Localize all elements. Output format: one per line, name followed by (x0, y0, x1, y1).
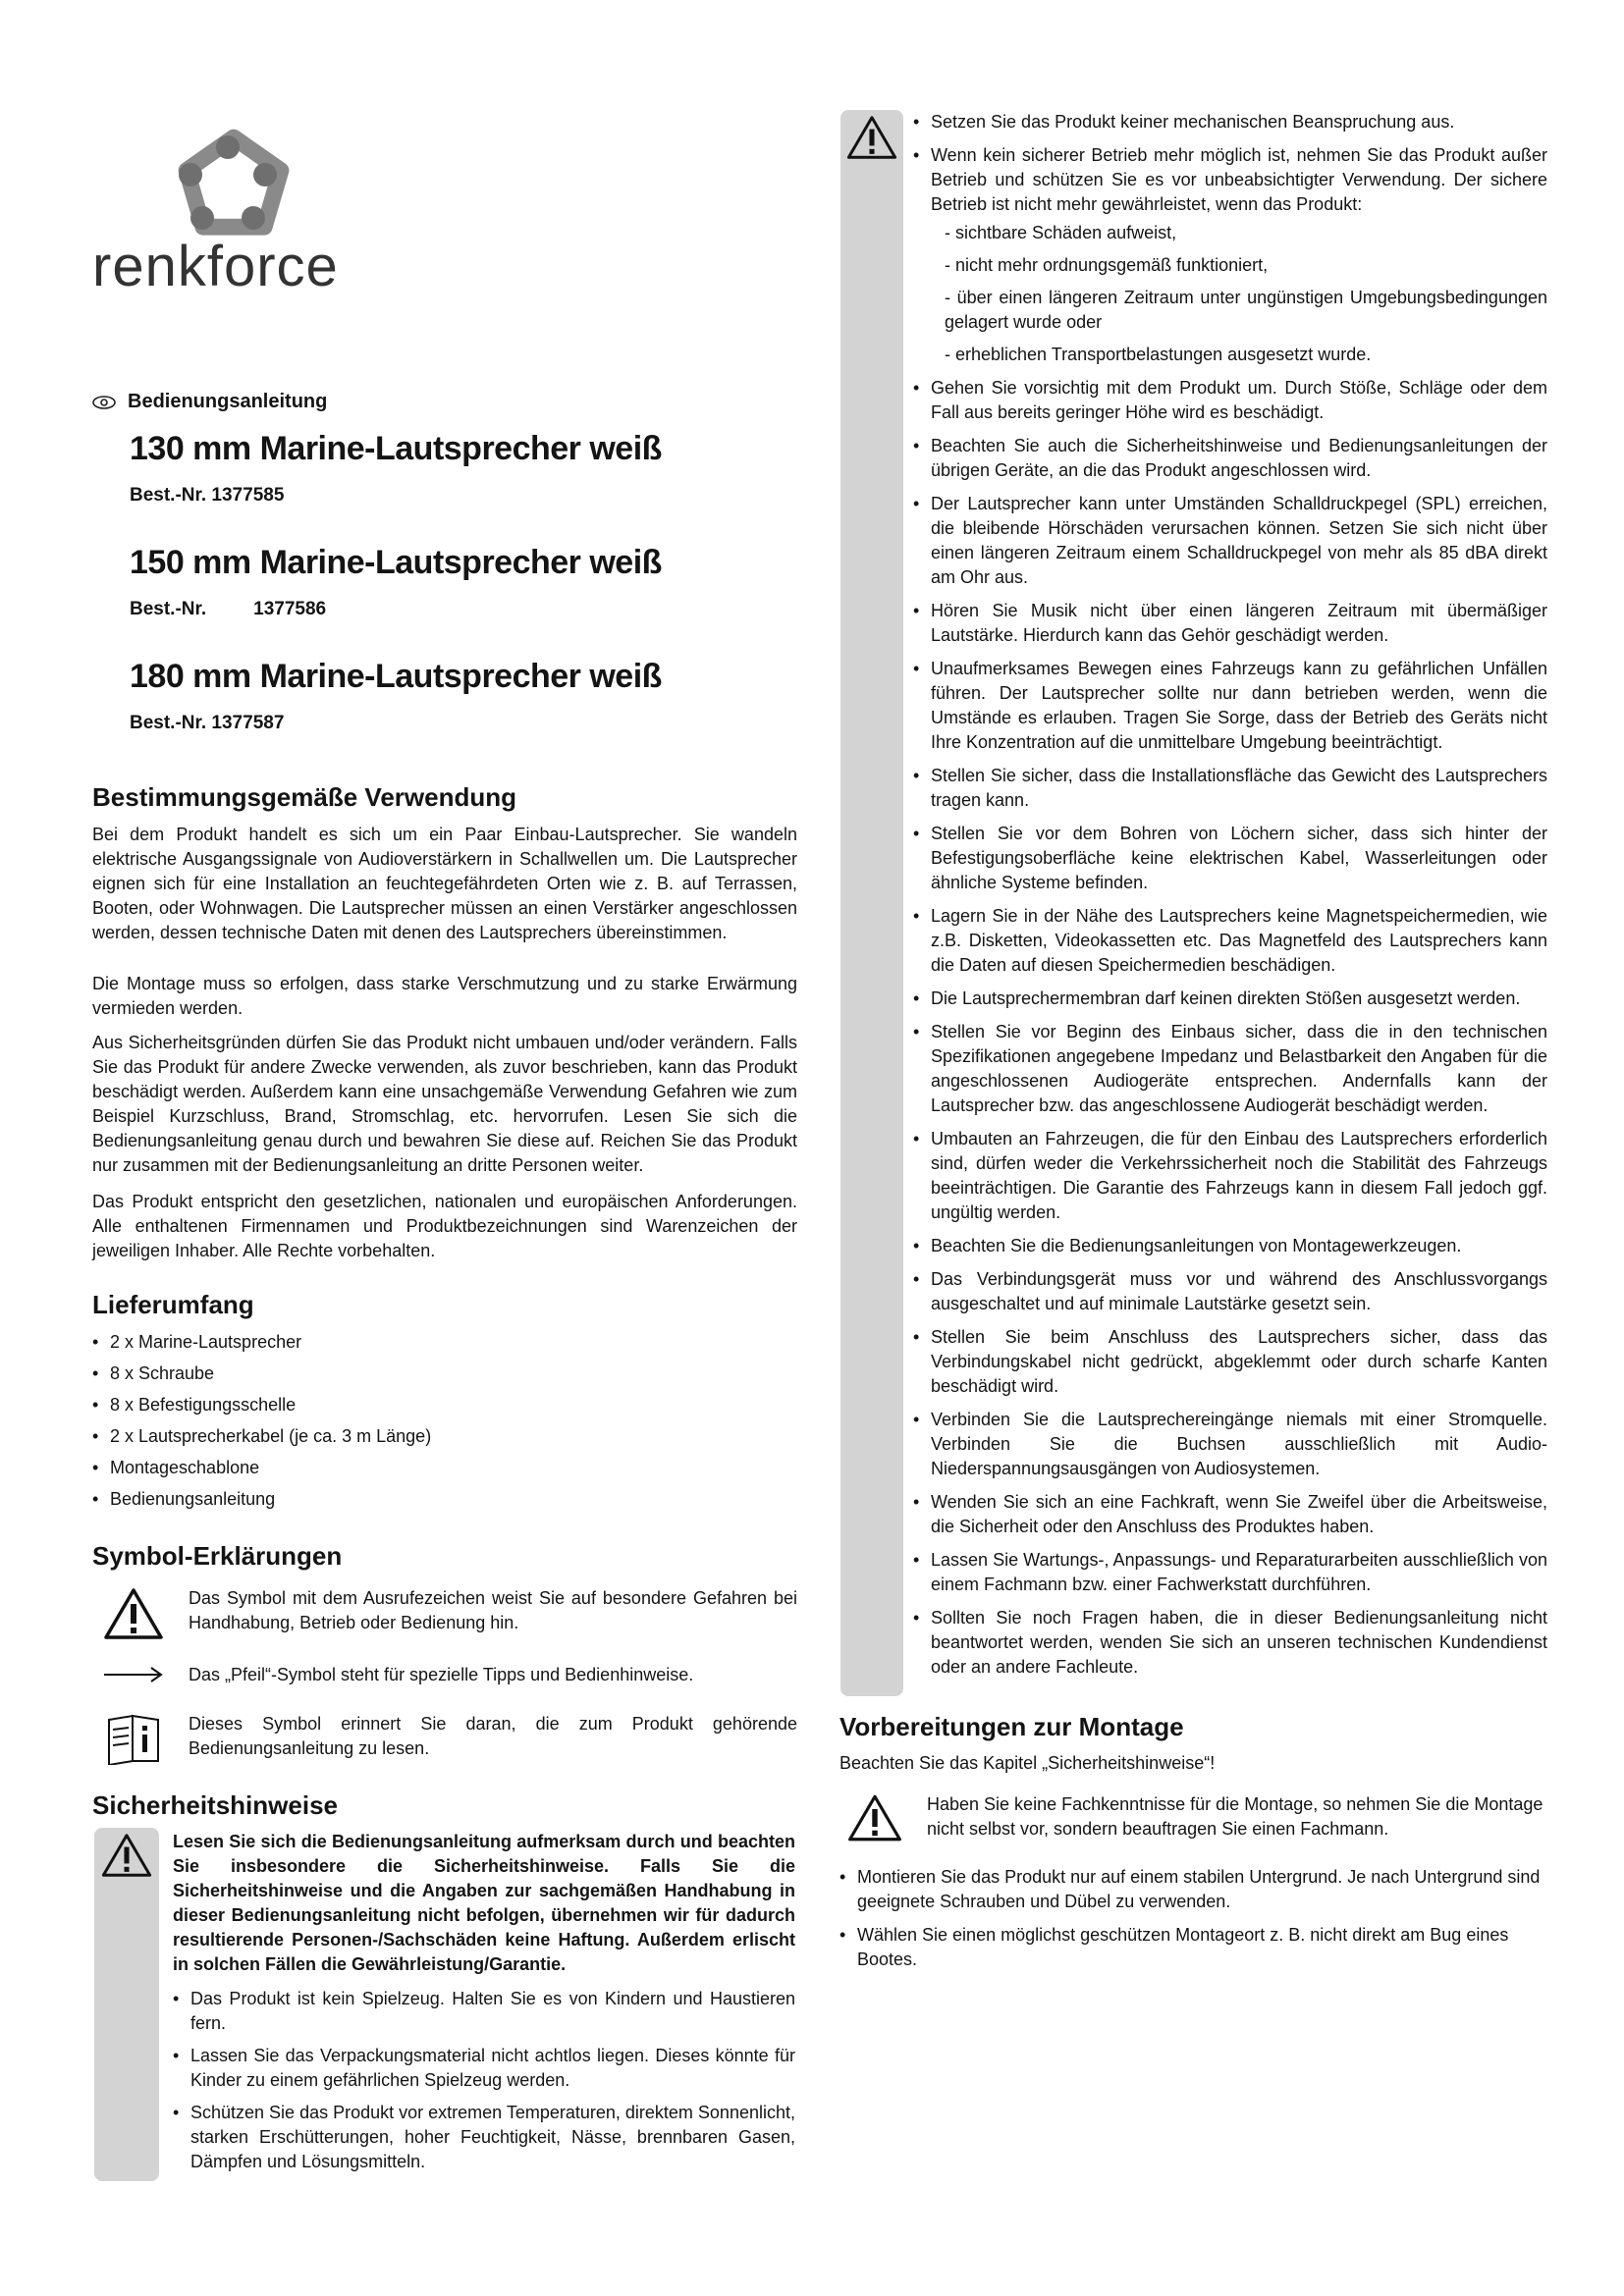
intended-use-heading: Bestimmungsgemäße Verwendung (92, 782, 516, 812)
intended-use-paragraph: Bei dem Produkt handelt es sich um ein Paar Einbau-Lautsprecher. Sie wandeln elektrische Ausgangssignale von Audioverstärkern in Schallwellen um. Die Lautsprecher eignen sich für eine Installation an feuchtegefährdeten Orten wie z. B. auf Terrassen, Booten, oder Wohnwagen. Die Lautsprecher müssen an einen Verstärker angeschlossen werden, dessen technische Daten mit denen des Lautsprechers übereinstimmen. (92, 825, 797, 942)
preparation-list (839, 1865, 1548, 1981)
brand-name: renkforce (92, 235, 339, 298)
list-item: • Gehen Sie vorsichtig mit dem Produkt um. Durch Stöße, Schläge oder dem Fall aus bereits geringer Höhe wird es beschädigt. (913, 376, 1547, 425)
warning-triangle-icon (845, 114, 898, 161)
condition-item: - erheblichen Transportbelastungen ausgesetzt wurde. (945, 345, 1372, 364)
condition-item: - über einen längeren Zeitraum unter ungünstigen Umgebungsbedingungen gelagert wurde oder (945, 288, 1547, 332)
list-item: • 8 x Schraube (92, 1362, 797, 1393)
symbol-arrow-text: Das „Pfeil“-Symbol steht für spezielle Tipps und Bedienhinweise. (189, 1665, 694, 1684)
order-number-row (130, 599, 326, 620)
preparation-note: Beachten Sie das Kapitel „Sicherheitshinweise“! (839, 1753, 1216, 1773)
intended-use-paragraph: Die Montage muss so erfolgen, dass starke Verschmutzung und zu starke Erwärmung vermieden werden. (92, 974, 797, 1018)
list-item: • 2 x Marine-Lautsprecher (92, 1330, 797, 1362)
product-title-130: 130 mm Marine-Lautsprecher weiß (130, 430, 662, 467)
list-item: • Der Lautsprecher kann unter Umständen Schalldruckpegel (SPL) erreichen, die bleibende Hörschäden verursachen können. Setzen Sie sich nicht über einen längeren Zeitraum einem Schalldruckpegel von mehr als 85 dBA direkt am Ohr aus. (913, 492, 1547, 590)
warning-triangle-icon (100, 1832, 153, 1879)
list-item (913, 143, 1547, 367)
intended-use-paragraph: Das Produkt entspricht den gesetzlichen, nationalen und europäischen Anforderungen. Alle enthaltenen Firmennamen und Produktbezeichnungen sind Warenzeichen der jeweiligen Inhaber. Alle Rechte vorbehalten. (92, 1192, 797, 1260)
list-item: • Beachten Sie auch die Sicherheitshinweise und Bedienungsanleitungen der übrigen Geräte, an die das Produkt angeschlossen wird. (913, 434, 1547, 483)
manual-info-icon (105, 1712, 162, 1765)
condition-item: - sichtbare Schäden aufweist, (945, 223, 1177, 242)
preparation-heading: Vorbereitungen zur Montage (839, 1712, 1184, 1741)
preparation-warning-text: Haben Sie keine Fachkenntnisse für die Montage, so nehmen Sie die Montage nicht selbst vor, sondern beauftragen Sie einen Fachmann. (927, 1794, 1543, 1839)
order-number: 1377587 (211, 713, 285, 733)
symbols-heading: Symbol-Erklärungen (92, 1541, 343, 1571)
list-item: • Schützen Sie das Produkt vor extremen Temperaturen, direktem Sonnenlicht, starken Erschütterungen, hoher Feuchtigkeit, Nässe, brennbaren Gasen, Dämpfen und Lösungsmitteln. (173, 2101, 795, 2174)
list-item: • Setzen Sie das Produkt keiner mechanischen Beanspruchung aus. (913, 110, 1547, 134)
list-item-text: Wenn kein sicherer Betrieb mehr möglich ist, nehmen Sie das Produkt außer Betrieb und schützen Sie es vor unbeabsichtigter Verwendung. Der sichere Betrieb ist nicht mehr gewährleistet, wenn das Produkt: (931, 145, 1547, 214)
list-item: • Das Produkt ist kein Spielzeug. Halten Sie es von Kindern und Haustieren fern. (173, 1987, 795, 2036)
order-label: Best.-Nr. (130, 599, 207, 619)
list-item: • Stellen Sie vor dem Bohren von Löchern sicher, dass sich hinter der Befestigungsoberfläche keine elektrischen Kabel, Wasserleitungen oder ähnliche Systeme befinden. (913, 822, 1547, 895)
order-number: 1377585 (211, 485, 285, 506)
safety-side-bar (840, 110, 903, 1696)
list-item: • 8 x Befestigungsschelle (92, 1393, 797, 1424)
order-label: Best.-Nr. (130, 485, 207, 506)
order-label: Best.-Nr. (130, 713, 207, 733)
list-item: • Sollten Sie noch Fragen haben, die in dieser Bedienungsanleitung nicht beantwortet werden, wenden Sie sich an unseren technischen Kundendienst oder an andere Fachleute. (913, 1606, 1547, 1680)
list-item: • Stellen Sie sicher, dass die Installationsfläche das Gewicht des Lautsprechers tragen kann. (913, 764, 1547, 813)
condition-item: - nicht mehr ordnungsgemäß funktioniert, (945, 255, 1269, 275)
warning-triangle-icon (102, 1586, 165, 1641)
list-item: • Verbinden Sie die Lautsprechereingänge niemals mit einer Stromquelle. Verbinden Sie die Buchsen ausschließlich mit Audio-Niederspannungsausgängen von Audiosystemen. (913, 1408, 1547, 1481)
delivery-list (92, 1330, 797, 1519)
safety-left-box (173, 1830, 795, 2182)
list-item: • Wählen Sie einen möglichst geschützen Montageort z. B. nicht direkt am Bug eines Bootes. (839, 1923, 1548, 1972)
safety-intro: Lesen Sie sich die Bedienungsanleitung aufmerksam durch und beachten Sie insbesondere die Sicherheitshinweise. Falls Sie die Sicherheitshinweise und die Angaben zur sachgemäßen Handhabung in dieser Bedienungsanleitung nicht befolgen, übernehmen wir für dadurch resultierende Personen-/Sachschäden keine Haftung. Außerdem erlischt in solchen Fällen die Gewährleistung/Garantie. (173, 1832, 795, 1974)
list-item: • Stellen Sie vor Beginn des Einbaus sicher, dass die in den technischen Spezifikationen angegebene Impedanz und Belastbarkeit den Angaben für die angeschlossenen Audiogeräte entsprechen. Andernfalls kann der Lautsprecher bzw. das angeschlossene Audiogerät beschädigt werden. (913, 1020, 1547, 1118)
order-number-row (130, 713, 284, 734)
safety-side-bar (94, 1828, 159, 2181)
manual-label: Bedienungsanleitung (128, 391, 328, 412)
list-item: • Montageschablone (92, 1456, 797, 1487)
preparation-warning-row (846, 1792, 1547, 1843)
eye-icon (92, 396, 116, 409)
list-item: • Lassen Sie Wartungs-, Anpassungs- und Reparaturarbeiten ausschließlich von einem Fachmann bzw. einer Fachwerkstatt durchführen. (913, 1548, 1547, 1597)
list-item: • Bedienungsanleitung (92, 1487, 797, 1519)
list-item: • Montieren Sie das Produkt nur auf einem stabilen Untergrund. Je nach Untergrund sind geeignete Schrauben und Dübel zu verwenden. (839, 1865, 1548, 1914)
list-item: • Lagern Sie in der Nähe des Lautsprechers keine Magnetspeichermedien, wie z.B. Disketten, Videokassetten etc. Das Magnetfeld des Lautsprechers kann die Daten auf diesen Speichermedien beschädigen. (913, 904, 1547, 978)
order-number-row (130, 485, 284, 507)
arrow-right-icon (102, 1663, 165, 1686)
list-item: • Das Verbindungsgerät muss vor und während des Anschlussvorgangs ausgeschaltet und auf minimale Lautstärke gesetzt sein. (913, 1267, 1547, 1316)
list-item: • 2 x Lautsprecherkabel (je ca. 3 m Länge) (92, 1424, 797, 1456)
product-title-150: 150 mm Marine-Lautsprecher weiß (130, 544, 662, 581)
symbol-warning-text: Das Symbol mit dem Ausrufezeichen weist Sie auf besondere Gefahren bei Handhabung, Betrieb oder Bedienung hin. (189, 1588, 797, 1632)
list-item: • Die Lautsprechermembran darf keinen direkten Stößen ausgesetzt werden. (913, 987, 1547, 1011)
delivery-heading: Lieferumfang (92, 1290, 254, 1319)
symbol-info-text: Dieses Symbol erinnert Sie daran, die zum Produkt gehörende Bedienungsanleitung zu lesen. (189, 1714, 797, 1758)
list-item: • Unaufmerksames Bewegen eines Fahrzeugs kann zu gefährlichen Unfällen führen. Der Lautsprecher sollte nur dann betrieben werden, wenn die Umstände es erlauben. Tragen Sie Sorge, dass der Betrieb des Geräts nicht Ihre Konzentration auf die unmittelbare Umgebung beeinträchtigt. (913, 657, 1547, 755)
list-item: • Lassen Sie das Verpackungsmaterial nicht achtlos liegen. Dieses könnte für Kinder zu einem gefährlichen Spielzeug werden. (173, 2044, 795, 2093)
condition-list (931, 221, 1547, 367)
manual-label-row (92, 391, 327, 413)
safety-right-list (913, 110, 1547, 1688)
symbol-arrow-row (98, 1663, 797, 1687)
warning-triangle-icon (846, 1792, 903, 1843)
safety-left-list (173, 1987, 795, 2174)
list-item: • Hören Sie Musik nicht über einen längeren Zeitraum mit übermäßiger Lautstärke. Hierdurch kann das Gehör geschädigt werden. (913, 599, 1547, 648)
list-item: • Wenden Sie sich an eine Fachkraft, wenn Sie Zweifel über die Arbeitsweise, die Sicherheit oder den Anschluss des Produktes haben. (913, 1490, 1547, 1539)
list-item: • Stellen Sie beim Anschluss des Lautsprechers sicher, dass das Verbindungskabel nicht gedrückt, abgeklemmt oder durch scharfe Kanten beschädigt wird. (913, 1325, 1547, 1399)
list-item: • Umbauten an Fahrzeugen, die für den Einbau des Lautsprechers erforderlich sind, dürfen weder die Verkehrssicherheit noch die Stabilität des Fahrzeugs beeinträchtigen. Die Garantie des Fahrzeugs kann in diesem Fall jedoch ggf. ungültig werden. (913, 1127, 1547, 1225)
symbol-warning-row (98, 1586, 797, 1641)
symbol-info-row (98, 1712, 797, 1765)
safety-heading: Sicherheitshinweise (92, 1790, 338, 1820)
intended-use-paragraph: Aus Sicherheitsgründen dürfen Sie das Produkt nicht umbauen und/oder verändern. Falls Sie das Produkt für andere Zwecke verwenden, als zuvor beschrieben, kann das Produkt beschädigt werden. Außerdem kann eine unsachgemäße Verwendung Gefahren wie zum Beispiel Kurzschluss, Brand, Stromschlag, etc. hervorrufen. Lesen Sie sich die Bedienungsanleitung genau durch und bewahren Sie diese auf. Reichen Sie das Produkt nur zusammen mit der Bedienungsanleitung an dritte Personen weiter. (92, 1033, 797, 1175)
order-number: 1377586 (253, 599, 327, 619)
list-item: • Beachten Sie die Bedienungsanleitungen von Montagewerkzeugen. (913, 1234, 1547, 1258)
product-title-180: 180 mm Marine-Lautsprecher weiß (130, 658, 662, 695)
